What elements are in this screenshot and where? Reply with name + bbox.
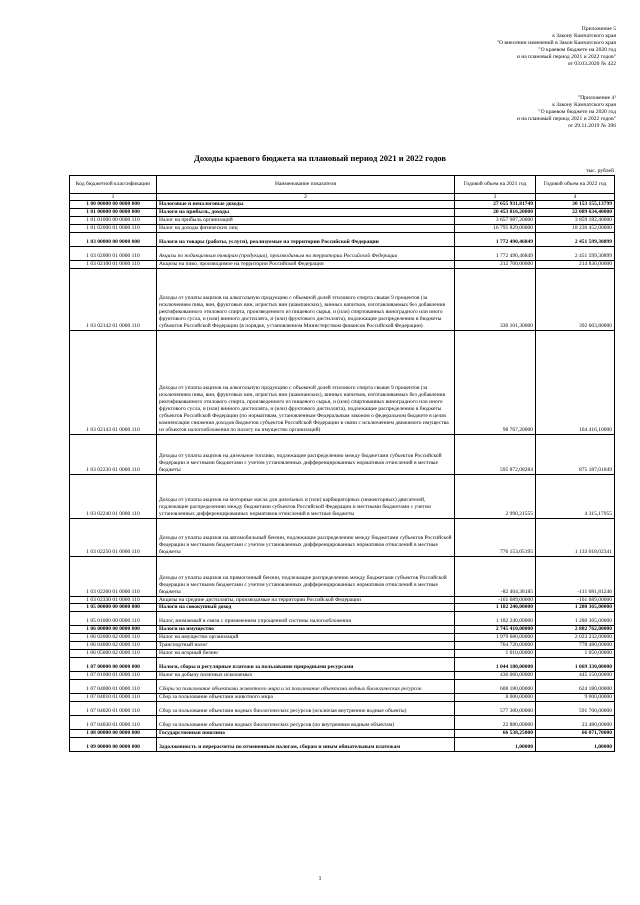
header-name: Наименование показателя bbox=[157, 176, 455, 194]
row-name: Сбор за пользование объектами животного мира bbox=[157, 693, 455, 701]
row-value-2022: 3 859 182,40000 bbox=[536, 216, 615, 224]
table-row bbox=[70, 693, 615, 701]
row-value-2021: 1 044 180,00000 bbox=[455, 657, 536, 671]
document-title: Доходы краевого бюджета на плановый период 2021 и 2022 годов bbox=[193, 153, 447, 163]
row-value-2022: 1 280 365,00000 bbox=[536, 604, 615, 612]
row-code: 1 03 02330 01 0000 110 bbox=[70, 596, 157, 604]
table-body bbox=[70, 201, 615, 752]
row-name: Налог на имущество организаций bbox=[157, 634, 455, 642]
row-code: 1 06 00000 00 0000 000 bbox=[70, 626, 157, 634]
row-name: Доходы от уплаты акцизов на моторные масла для дизельных и (или) карбюраторных (инжекторных) двигателей, подлежащие распределению между бюджетами субъектов Российской Федерации и местными бюджетами с учетом установленных дифференцированных нормативов отчислений в местные бюджеты bbox=[157, 474, 455, 518]
row-name: Акцизы на пиво, производимое на территории Российской Федерации bbox=[157, 260, 455, 268]
column-number: 4 bbox=[536, 194, 615, 201]
row-value-2022: 1 069 330,00000 bbox=[536, 657, 615, 671]
row-name: Налог, взимаемый в связи с применением упрощенной системы налогообложения bbox=[157, 612, 455, 626]
annex-line: "Приложение 4¹ bbox=[577, 95, 616, 101]
row-value-2022: 9 000,00000 bbox=[536, 693, 615, 701]
row-value-2022: 22 089 634,40000 bbox=[536, 208, 615, 216]
row-value-2021: 1 979 680,00000 bbox=[455, 634, 536, 642]
table-row bbox=[70, 556, 615, 596]
row-value-2022: 2 451 599,30899 bbox=[536, 246, 615, 260]
row-name: Государственная пошлина bbox=[157, 729, 455, 737]
table-row bbox=[70, 634, 615, 642]
row-value-2021: 577 300,00000 bbox=[455, 701, 536, 715]
table-row bbox=[70, 224, 615, 232]
table-row bbox=[70, 518, 615, 556]
row-value-2022: 30 153 155,13799 bbox=[536, 201, 615, 209]
row-code: 1 07 04010 01 0000 110 bbox=[70, 693, 157, 701]
table-row bbox=[70, 330, 615, 434]
row-value-2022: 445 150,00000 bbox=[536, 671, 615, 679]
annex-4-header bbox=[517, 95, 616, 130]
annex-line: от 29.11.2019 № 396 bbox=[567, 123, 616, 130]
column-number: 3 bbox=[455, 194, 536, 201]
row-name: Доходы от уплаты акцизов на автомобильный бензин, подлежащие распределению между бюджетами субъектов Российской Федерации и местными бюджетами с учетом установленных дифференцированных нормативов отчислений в местные бюджеты bbox=[157, 518, 455, 556]
row-value-2021: 2 745 410,00000 bbox=[455, 626, 536, 634]
row-code: 1 03 02000 01 0000 110 bbox=[70, 246, 157, 260]
row-code: 1 06 05000 02 0000 110 bbox=[70, 650, 157, 658]
column-number: 2 bbox=[157, 194, 455, 201]
table-row bbox=[70, 715, 615, 729]
row-code: 1 06 02000 02 0000 110 bbox=[70, 634, 157, 642]
table-row bbox=[70, 657, 615, 671]
row-value-2022: 392 603,80000 bbox=[536, 268, 615, 330]
units-label: тыс. рублей bbox=[586, 168, 614, 174]
annex-line: "О краевом бюджете на 2020 год bbox=[538, 109, 616, 116]
table-row bbox=[70, 246, 615, 260]
row-value-2022: -111 081,81246 bbox=[536, 556, 615, 596]
row-code: 1 03 02230 01 0000 110 bbox=[70, 434, 157, 474]
annex-line: "О краевом бюджете на 2020 год bbox=[538, 47, 616, 54]
row-value-2021: 3 657 987,20000 bbox=[455, 216, 536, 224]
table-row bbox=[70, 216, 615, 224]
row-value-2021: 1 182 240,00000 bbox=[455, 604, 536, 612]
row-value-2021: 27 655 931,81749 bbox=[455, 201, 536, 209]
row-value-2021: 776 153,05195 bbox=[455, 518, 536, 556]
row-name: Налоги, сборы и регулярные платежи за пользование природными ресурсами bbox=[157, 657, 455, 671]
row-code: 1 07 04030 01 0000 110 bbox=[70, 715, 157, 729]
row-value-2021: 1 010,00000 bbox=[455, 650, 536, 658]
row-code: 1 09 00000 00 0000 000 bbox=[70, 737, 157, 751]
table-row bbox=[70, 474, 615, 518]
row-code: 1 03 02143 01 0000 110 bbox=[70, 330, 157, 434]
header-code: Код бюджетной классификации bbox=[70, 176, 157, 194]
table-row bbox=[70, 596, 615, 604]
row-value-2021: 1 772 490,46849 bbox=[455, 246, 536, 260]
row-code: 1 05 01000 00 0000 110 bbox=[70, 612, 157, 626]
row-value-2021: 16 795 829,00000 bbox=[455, 224, 536, 232]
header-2021: Годовой объем на 2021 год bbox=[455, 176, 536, 194]
table-row bbox=[70, 208, 615, 216]
revenue-table bbox=[69, 175, 615, 752]
row-value-2021: 595 872,08284 bbox=[455, 434, 536, 474]
row-name: Налог на добычу полезных ископаемых bbox=[157, 671, 455, 679]
annex-line: к Закону Камчатского края bbox=[552, 102, 616, 109]
page-number: 1 bbox=[318, 876, 322, 882]
row-name: Налоги на прибыль, доходы bbox=[157, 208, 455, 216]
row-value-2021: 98 767,20000 bbox=[455, 330, 536, 434]
row-value-2022: 214 830,00000 bbox=[536, 260, 615, 268]
row-value-2021: -82 404,38185 bbox=[455, 556, 536, 596]
row-value-2021: 608 180,00000 bbox=[455, 679, 536, 693]
row-value-2022: 778 480,00000 bbox=[536, 642, 615, 650]
row-code: 1 00 00000 00 0000 000 bbox=[70, 201, 157, 209]
row-code: 1 03 02260 01 0000 110 bbox=[70, 556, 157, 596]
row-value-2021: 2 990,21555 bbox=[455, 474, 536, 518]
row-code: 1 03 02240 01 0000 110 bbox=[70, 474, 157, 518]
row-name: Акцизы на средние дистилляты, производимые на территории Российской Федерации bbox=[157, 596, 455, 604]
row-name: Налоги на имущество bbox=[157, 626, 455, 634]
row-code: 1 03 00000 00 0000 000 bbox=[70, 232, 157, 246]
row-code: 1 03 02142 01 0000 110 bbox=[70, 268, 157, 330]
table-header-row bbox=[70, 176, 615, 194]
row-value-2022: 1 280 365,00000 bbox=[536, 612, 615, 626]
row-value-2022: -161 689,00000 bbox=[536, 596, 615, 604]
row-value-2021: 66 538,25000 bbox=[455, 729, 536, 737]
row-value-2021: 436 000,00000 bbox=[455, 671, 536, 679]
row-name: Доходы от уплаты акцизов на алкогольную продукцию с объемной долей этилового спирта свыше 9 процентов (за исключением пива, вин, фруктовых вин, игристых вин (шампанских), винных напитков, изготавливаемых без добавления ректификованного этилового спирта, произведенного из пищевого сырья, и (или) спиртованных виноградного или иного фруктового сусла, и (или) винного дистиллята, и (или) фруктового дистиллята), подлежащие распределению в бюджеты субъектов Российской Федерации (в порядке, установленном Министерством финансов Российской Федерации) bbox=[157, 268, 455, 330]
row-value-2021: -161 689,00000 bbox=[455, 596, 536, 604]
row-value-2022: 591 700,00000 bbox=[536, 701, 615, 715]
row-code: 1 07 00000 00 0000 000 bbox=[70, 657, 157, 671]
row-value-2022: 875 187,01849 bbox=[536, 434, 615, 474]
table-row bbox=[70, 260, 615, 268]
table-row bbox=[70, 268, 615, 330]
row-code: 1 08 00000 00 0000 000 bbox=[70, 729, 157, 737]
row-name: Транспортный налог bbox=[157, 642, 455, 650]
row-code: 1 01 02000 01 0000 110 bbox=[70, 224, 157, 232]
annex-line: Приложение 5 bbox=[581, 26, 616, 32]
row-value-2022: 2 023 232,00000 bbox=[536, 634, 615, 642]
row-code: 1 05 00000 00 0000 000 bbox=[70, 604, 157, 612]
row-value-2021: 1,00000 bbox=[455, 737, 536, 751]
row-name: Налог на доходы физических лиц bbox=[157, 224, 455, 232]
row-value-2022: 18 230 452,00000 bbox=[536, 224, 615, 232]
row-value-2021: 764 720,00000 bbox=[455, 642, 536, 650]
row-value-2022: 624 180,00000 bbox=[536, 679, 615, 693]
row-value-2021: 22 880,00000 bbox=[455, 715, 536, 729]
row-value-2022: 2 451 599,30899 bbox=[536, 232, 615, 246]
row-code: 1 07 04000 01 0000 110 bbox=[70, 679, 157, 693]
table-row bbox=[70, 604, 615, 612]
column-number-row bbox=[70, 194, 615, 201]
row-value-2022: 1 133 018,02341 bbox=[536, 518, 615, 556]
annex-line: от 03.03.2020 № 422 bbox=[567, 61, 616, 68]
row-code: 1 01 00000 00 0000 000 bbox=[70, 208, 157, 216]
table-row bbox=[70, 232, 615, 246]
annex-line: к Закону Камчатского края bbox=[552, 33, 616, 40]
table-row bbox=[70, 729, 615, 737]
row-value-2021: 212 700,00000 bbox=[455, 260, 536, 268]
column-number: 1 bbox=[70, 194, 157, 201]
row-name: Налоги на товары (работы, услуги), реализуемые на территории Российской Федерации bbox=[157, 232, 455, 246]
row-value-2022: 66 071,70000 bbox=[536, 729, 615, 737]
row-value-2022: 1 050,00000 bbox=[536, 650, 615, 658]
table-row bbox=[70, 612, 615, 626]
row-code: 1 06 04000 02 0000 110 bbox=[70, 642, 157, 650]
annex-line: и на плановый период 2021 и 2022 годов" bbox=[516, 54, 616, 61]
row-name: Сбор за пользование объектами водных биологических ресурсов (исключая внутренние водные объекты) bbox=[157, 701, 455, 715]
annex-line: "О внесении изменений в Закон Камчатского края bbox=[496, 40, 616, 47]
row-value-2021: 20 453 816,20000 bbox=[455, 208, 536, 216]
row-value-2021: 1 772 490,46849 bbox=[455, 232, 536, 246]
row-value-2022: 1,00000 bbox=[536, 737, 615, 751]
row-code: 1 03 02100 01 0000 110 bbox=[70, 260, 157, 268]
row-name: Задолженность и перерасчеты по отмененным налогам, сборам и иным обязательным платежам bbox=[157, 737, 455, 751]
row-name: Доходы от уплаты акцизов на дизельное топливо, подлежащие распределению между бюджетами субъектов Российской Федерации и местными бюджетами с учетом установленных дифференцированных нормативов отчислений в местные бюджеты bbox=[157, 434, 455, 474]
row-value-2022: 104 416,10000 bbox=[536, 330, 615, 434]
row-name: Налоги на совокупный доход bbox=[157, 604, 455, 612]
table-row bbox=[70, 626, 615, 634]
row-name: Акцизы по подакцизным товарам (продукции), производимым на территории Российской Федерации bbox=[157, 246, 455, 260]
row-value-2022: 23 480,00000 bbox=[536, 715, 615, 729]
annex-line: и на плановый период 2021 и 2022 годов" bbox=[516, 116, 616, 123]
row-code: 1 03 02250 01 0000 110 bbox=[70, 518, 157, 556]
table-row bbox=[70, 201, 615, 209]
table-row bbox=[70, 434, 615, 474]
row-name: Доходы от уплаты акцизов на прямогонный бензин, подлежащие распределению между бюджетами субъектов Российской Федерации и местными бюджетами с учетом установленных дифференцированных нормативов отчислений в местные бюджеты bbox=[157, 556, 455, 596]
table-row bbox=[70, 679, 615, 693]
table-row bbox=[70, 701, 615, 715]
row-name: Сбор за пользование объектами водных биологических ресурсов (по внутренним водным объектам) bbox=[157, 715, 455, 729]
row-name: Налог на игорный бизнес bbox=[157, 650, 455, 658]
row-name: Сборы за пользование объектами животного мира и за пользование объектами водных биологических ресурсов bbox=[157, 679, 455, 693]
table-row bbox=[70, 642, 615, 650]
row-name: Налоговые и неналоговые доходы bbox=[157, 201, 455, 209]
table-row bbox=[70, 671, 615, 679]
row-value-2022: 4 315,17955 bbox=[536, 474, 615, 518]
row-value-2021: 8 000,00000 bbox=[455, 693, 536, 701]
row-value-2022: 2 802 762,00000 bbox=[536, 626, 615, 634]
row-code: 1 01 01000 00 0000 110 bbox=[70, 216, 157, 224]
table-row bbox=[70, 650, 615, 658]
row-code: 1 07 04020 01 0000 110 bbox=[70, 701, 157, 715]
table-row bbox=[70, 737, 615, 751]
header-2022: Годовой объем на 2022 год bbox=[536, 176, 615, 194]
annex-5-header bbox=[497, 26, 616, 69]
row-value-2021: 330 101,30000 bbox=[455, 268, 536, 330]
row-name: Доходы от уплаты акцизов на алкогольную продукцию с объемной долей этилового спирта свыше 9 процентов (за исключением пива, вин, фруктовых вин, игристых вин (шампанских), винных напитков, изготавливаемых без добавления ректификованного этилового спирта, произведенного из пищевого сырья, и (или) спиртованных виноградного или иного фруктового сусла, и (или) винного дистиллята, и (или) фруктового дистиллята), подлежащие распределению в бюджеты субъектов Российской Федерации (по нормативам, установленным Федеральным законом о федеральном бюджете в целях компенсации снижения доходов бюджетов субъектов Российской Федерации в связи с исключением движимого имущества из объектов налогообложения по налогу на имущество организаций) bbox=[157, 330, 455, 434]
row-name: Налог на прибыль организаций bbox=[157, 216, 455, 224]
row-value-2021: 1 182 240,00000 bbox=[455, 612, 536, 626]
row-code: 1 07 01000 01 0000 110 bbox=[70, 671, 157, 679]
